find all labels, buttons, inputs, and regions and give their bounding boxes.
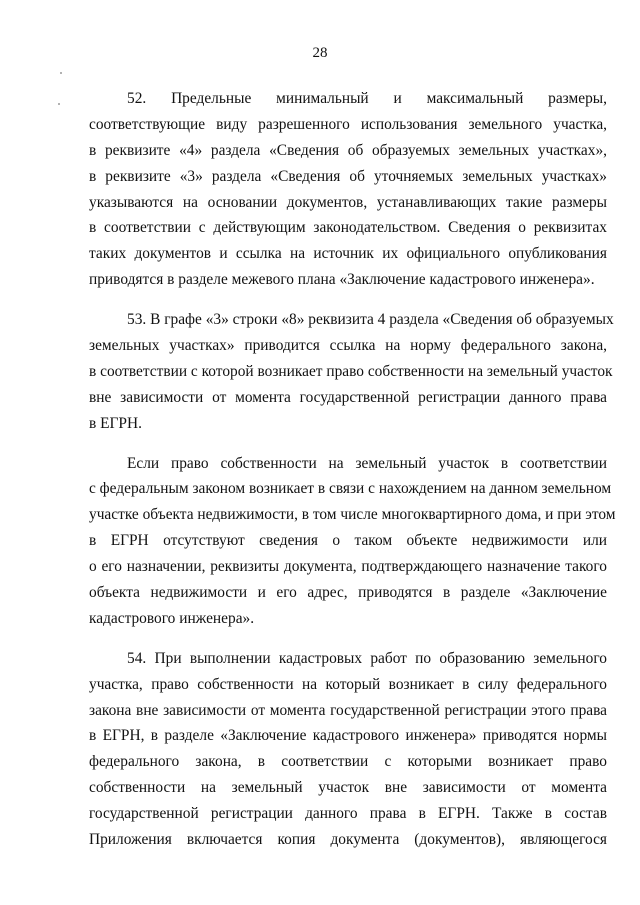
text-line: указываются на основании документов, устанавливающих такие размеры — [89, 193, 607, 211]
paragraph-54 — [89, 646, 607, 853]
text-line: земельных участках» приводится ссылка на норму федерального закона, — [89, 337, 607, 355]
text-line: приводятся в разделе межевого плана «Заключение кадастрового инженера». — [89, 271, 595, 289]
text-line: в ЕГРН, в разделе «Заключение кадастрового инженера» приводятся нормы — [89, 727, 607, 745]
text-line: Если право собственности на земельный участок в соответствии — [127, 454, 607, 472]
text-line: в реквизите «3» раздела «Сведения об уточняемых земельных участках» — [89, 167, 607, 185]
text-line: о его назначении, реквизиты документа, подтверждающего назначение такого — [89, 558, 607, 576]
text-line: государственной регистрации данного права в ЕГРН. Также в состав — [89, 805, 607, 823]
text-line: соответствующие виду разрешенного использования земельного участка, — [89, 115, 607, 133]
page-number: 28 — [312, 45, 328, 61]
text-line: Приложения включается копия документа (документов), являющегося — [89, 831, 607, 849]
paragraph-53-continued — [89, 451, 616, 632]
paragraph-gap — [89, 437, 607, 451]
paragraph-52 — [89, 86, 607, 293]
text-line: в соответствии с действующим законодательством. Сведения о реквизитах — [89, 219, 607, 237]
text-line: с федеральным законом возникает в связи с нахождением на данном земельном — [89, 480, 612, 498]
document-body — [89, 86, 616, 853]
text-line: 54. При выполнении кадастровых работ по образованию земельного — [127, 649, 607, 667]
text-line: вне зависимости от момента государственной регистрации данного права — [89, 388, 607, 406]
text-line: 53. В графе «3» строки «8» реквизита 4 раздела «Сведения об образуемых — [127, 311, 614, 329]
text-line: участка, право собственности на который возникает в силу федерального — [89, 675, 607, 693]
scan-speck — [58, 103, 60, 105]
text-line: объекта недвижимости и его адрес, приводятся в разделе «Заключение — [89, 584, 607, 602]
text-line: в соответствии с которой возникает право собственности на земельный участок — [89, 362, 613, 380]
text-line: в ЕГРН отсутствуют сведения о таком объекте недвижимости или — [89, 532, 607, 550]
text-line: закона вне зависимости от момента государственной регистрации этого права — [89, 701, 607, 719]
text-line: 52. Предельные минимальный и максимальный размеры, — [127, 90, 607, 107]
text-line: кадастрового инженера». — [89, 609, 255, 627]
text-line: собственности на земельный участок вне зависимости от момента — [89, 779, 607, 797]
scan-speck — [60, 72, 62, 74]
text-line: в реквизите «4» раздела «Сведения об образуемых земельных участках», — [89, 141, 607, 159]
text-line: участке объекта недвижимости, в том числе многоквартирного дома, и при этом — [89, 506, 616, 524]
text-line: федерального закона, в соответствии с которыми возникает право — [89, 753, 607, 771]
paragraph-gap — [89, 632, 607, 646]
text-line: в ЕГРН. — [89, 414, 142, 432]
text-line: таких документов и ссылка на источник их официального опубликования — [89, 245, 607, 263]
paragraph-gap — [89, 293, 607, 307]
paragraph-53 — [89, 307, 614, 436]
